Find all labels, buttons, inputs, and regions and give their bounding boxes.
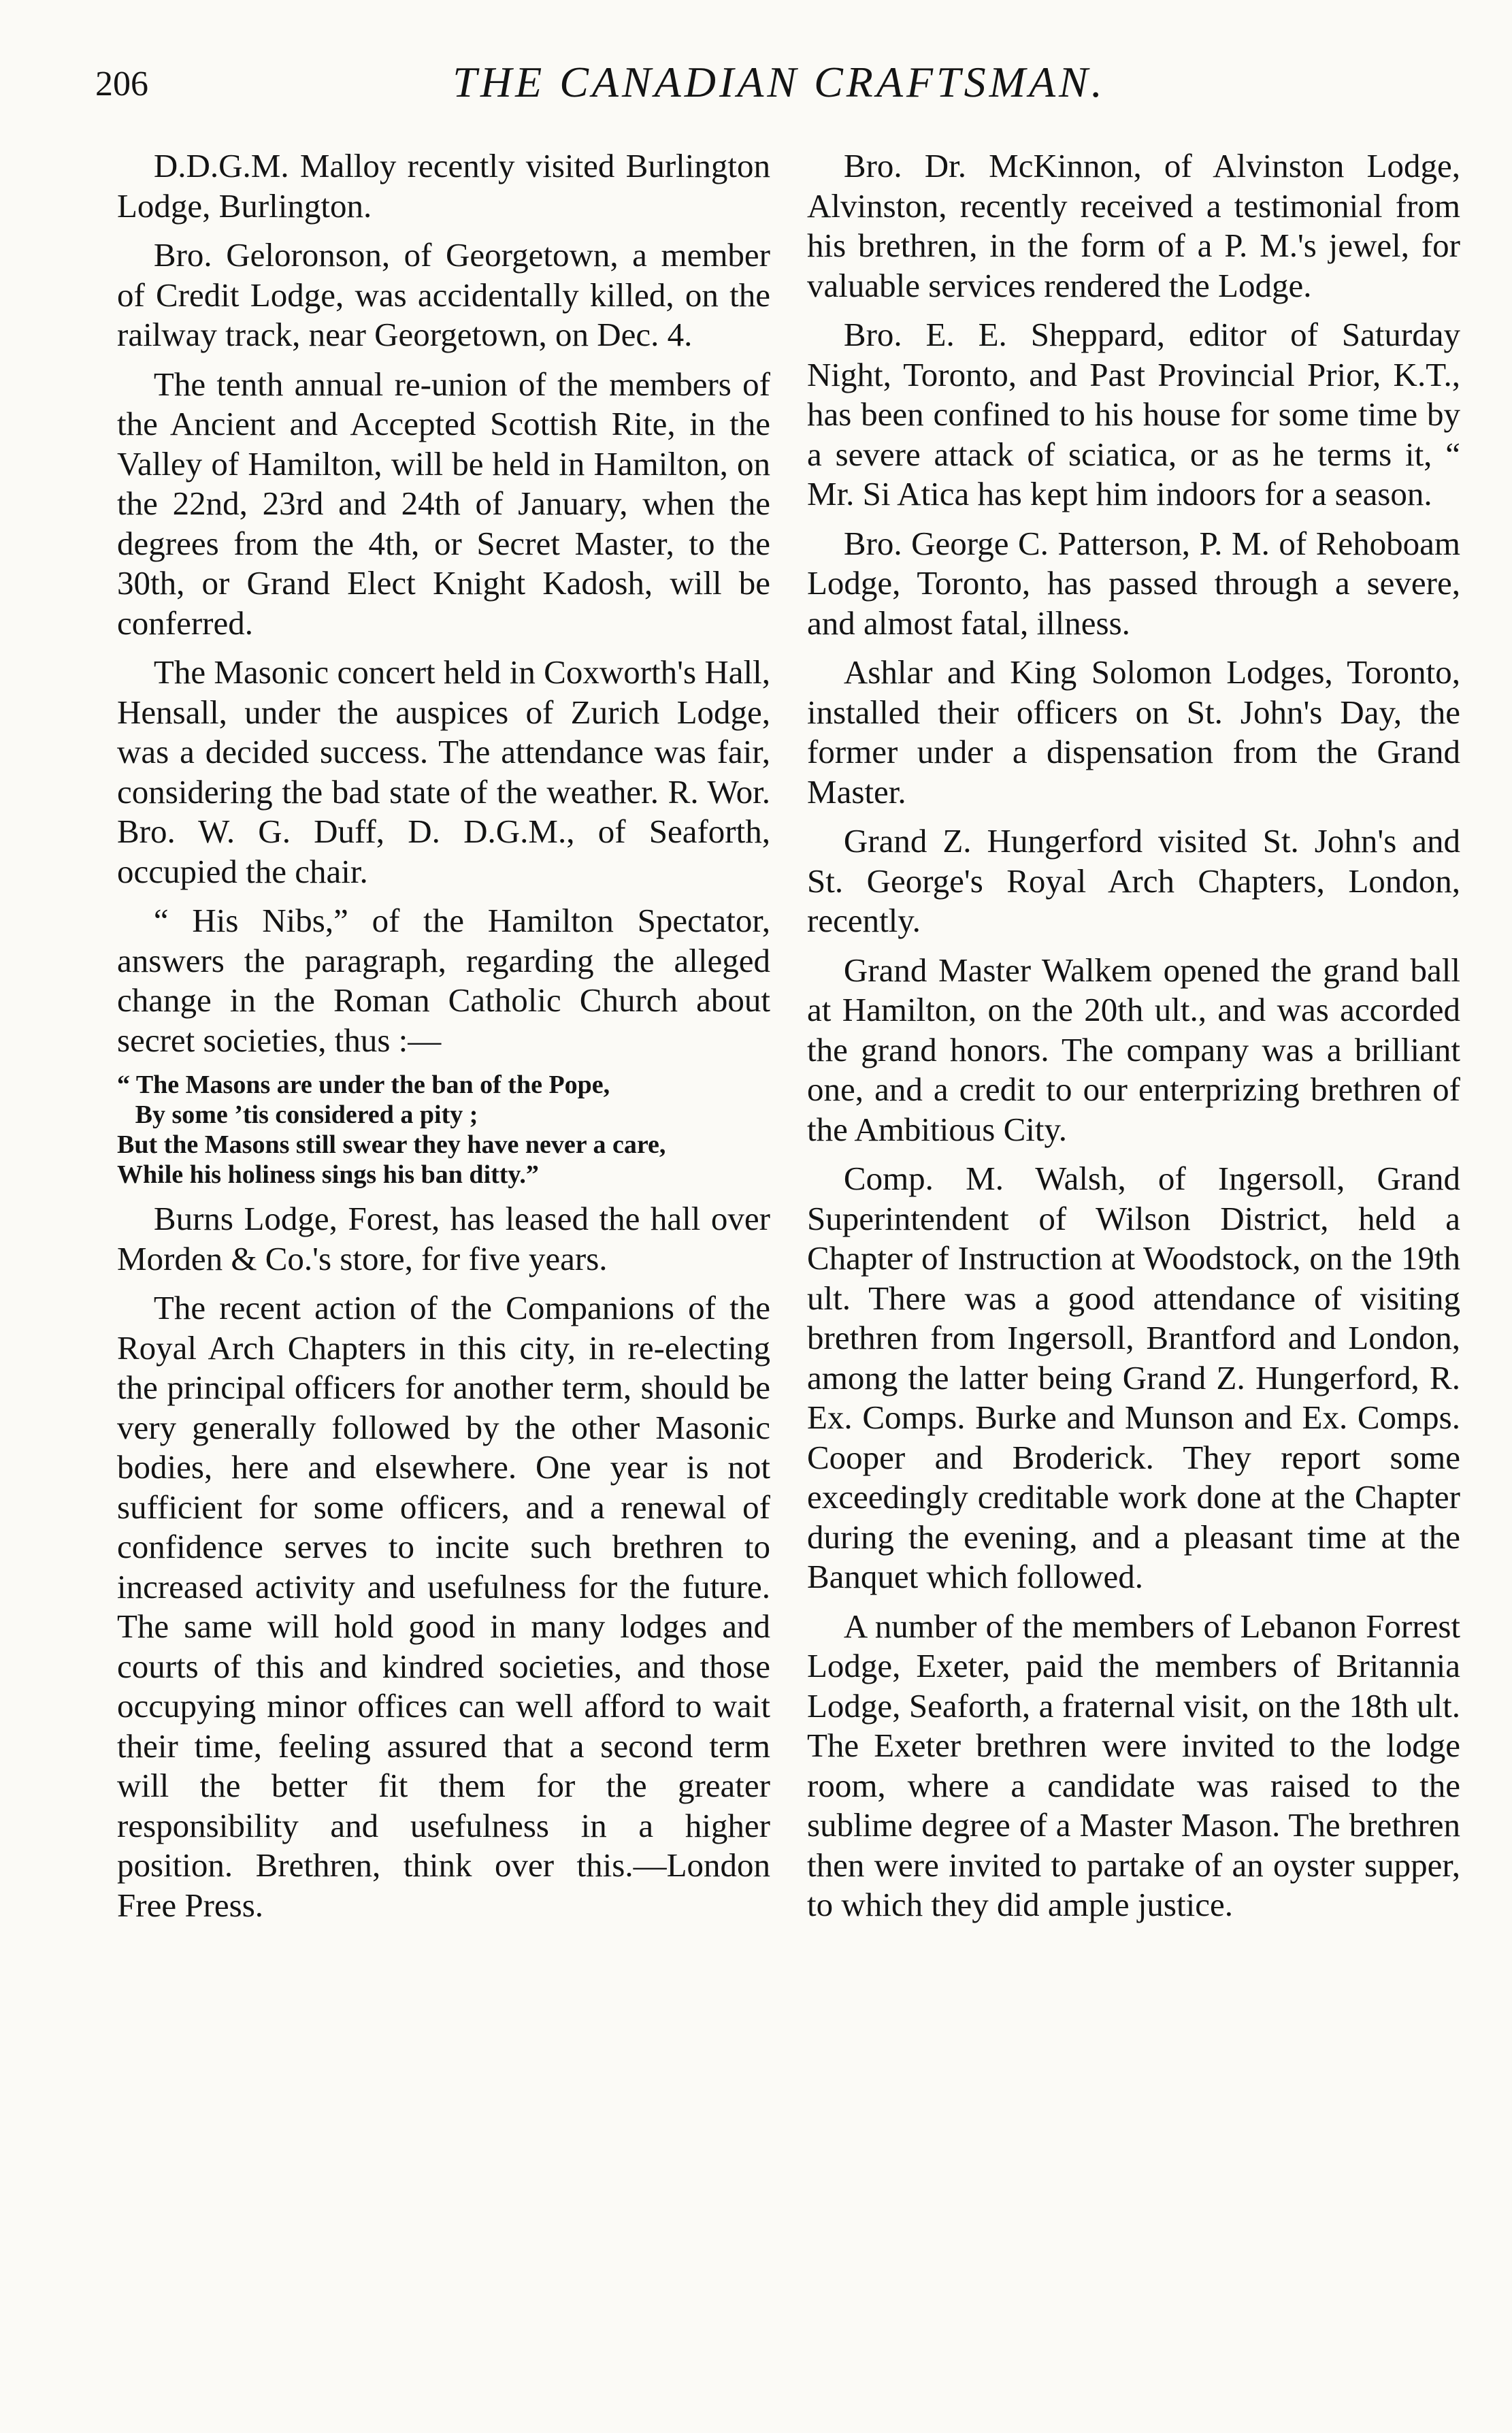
article-paragraph: The tenth annual re-union of the members of the Ancient and Accepted Scottish Rite, in the Valley of Hamilton, will be held in Hamilton, on the 22nd, 23rd and 24th of January, when the degrees from the 4th, or Secret Master, to the 30th, or Grand Elect Knight Kadosh, will be conferred. [117,365,770,642]
right-column [807,146,1460,1935]
article-paragraph: Bro. Geloronson, of Georgetown, a member of Credit Lodge, was accidentally killed, on the railway track, near Georgetown, on Dec. 4. [117,236,770,353]
article-paragraph: Grand Master Walkem opened the grand ball at Hamilton, on the 20th ult., and was accorded the grand honors. The company was a brilliant one, and a credit to our enterprizing brethren of the Ambitious City. [807,951,1460,1148]
poem-line: “ The Masons are under the ban of the Pope, [117,1071,610,1099]
article-paragraph: Grand Z. Hungerford visited St. John's and St. George's Royal Arch Chapters, London, recently. [807,822,1460,939]
article-paragraph: D.D.G.M. Malloy recently visited Burlington Lodge, Burlington. [117,147,770,225]
article-paragraph: The recent action of the Companions of the Royal Arch Chapters in this city, in re-electing the principal officers for another term, should be very generally followed by the other Masonic bodies, here and elsewhere. One year is not sufficient for some officers, and a renewal of confidence serves to incite such brethren to increased activity and usefulness for the future. The same will hold good in many lodges and courts of this and kindred societies, and those occupying minor offices can well afford to wait their time, feeling assured that a second term will the better fit them for the greater responsibility and usefulness in a higher position. Brethren, think over this.—London Free Press. [117,1289,770,1924]
left-column [117,146,770,1935]
article-paragraph: Burns Lodge, Forest, has leased the hall over Morden & Co.'s store, for five years. [117,1200,770,1277]
poem-line: By some ’tis considered a pity ; [135,1100,478,1129]
article-paragraph: A number of the members of Lebanon Forrest Lodge, Exeter, paid the members of Britannia Lodge, Seaforth, a fraternal visit, on the 18th ult. The Exeter brethren were invited to the lodge room, where a candidate was raised to the sublime degree of a Master Mason. The brethren then were invited to partake of an oyster supper, to which they did ample justice. [807,1607,1460,1923]
page-header [95,57,1463,132]
article-paragraph: Bro. E. E. Sheppard, editor of Saturday Night, Toronto, and Past Provincial Prior, K.T., has been confined to his house for some time by a severe attack of sciatica, or as he terms it, “ Mr. Si Atica has kept him indoors for a season. [807,316,1460,512]
article-paragraph: Bro. Dr. McKinnon, of Alvinston Lodge, Alvinston, recently received a testimonial from his brethren, in the form of a P. M.'s jewel, for valuable services rendered the Lodge. [807,147,1460,304]
running-title: THE CANADIAN CRAFTSMAN. [453,58,1106,106]
poem-line: While his holiness sings his ban ditty.” [117,1160,539,1189]
quoted-poem [117,1070,770,1190]
article-paragraph: Ashlar and King Solomon Lodges, Toronto, installed their officers on St. John's Day, the former under a dispensation from the Grand Master. [807,653,1460,811]
page-number: 206 [95,65,148,103]
article-paragraph: Comp. M. Walsh, of Ingersoll, Grand Superintendent of Wilson District, held a Chapter of Instruction at Woodstock, on the 19th ult. There was a good attendance of visiting brethren from Ingersoll, Brantford and London, among the latter being Grand Z. Hungerford, R. Ex. Comps. Burke and Munson and Ex. Comps. Cooper and Broderick. They report some exceedingly creditable work done at the Chapter during the evening, and a pleasant time at the Banquet which followed. [807,1160,1460,1595]
article-paragraph: The Masonic concert held in Coxworth's Hall, Hensall, under the auspices of Zurich Lodge, was a decided success. The attendance was fair, considering the bad state of the weather. R. Wor. Bro. W. G. Duff, D. D.G.M., of Seaforth, occupied the chair. [117,653,770,890]
poem-line: But the Masons still swear they have never a care, [117,1130,666,1159]
article-paragraph: “ His Nibs,” of the Hamilton Spectator, answers the paragraph, regarding the alleged change in the Roman Catholic Church about secret societies, thus :— [117,902,770,1059]
article-paragraph: Bro. George C. Patterson, P. M. of Rehoboam Lodge, Toronto, has passed through a severe, and almost fatal, illness. [807,524,1460,642]
